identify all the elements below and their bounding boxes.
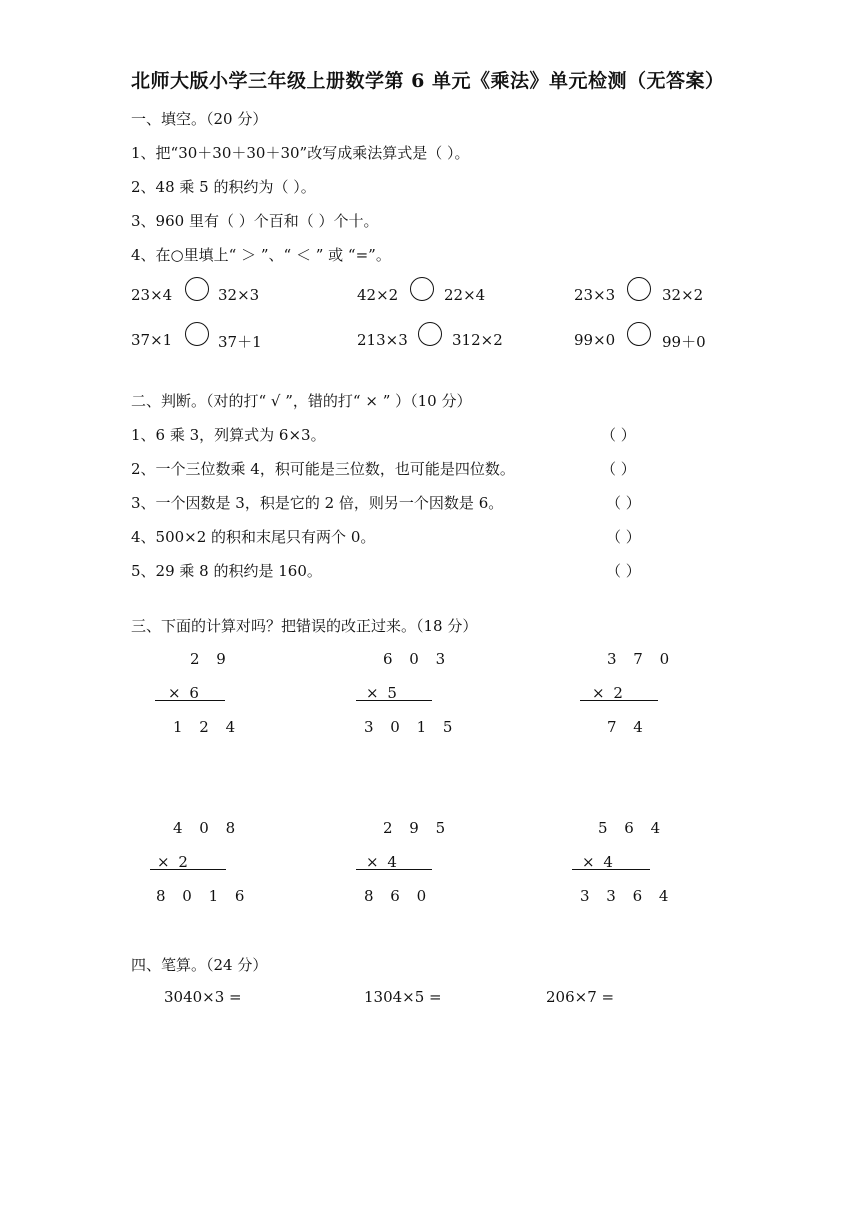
section4-heading: 四、笔算。（24 分）	[131, 956, 268, 974]
calc-top: 2 9 5	[383, 819, 452, 837]
calc-underline	[572, 869, 650, 870]
calc-multiplier: × 6	[168, 684, 201, 702]
fill-question-2: 2、48 乘 5 的积约为（ ）。	[131, 178, 316, 196]
calc-result: 3 3 6 4	[580, 887, 675, 905]
calc-result: 8 0 1 6	[156, 887, 251, 905]
calc-top: 3 7 0	[607, 650, 676, 668]
calc-top: 5 6 4	[598, 819, 667, 837]
calc-underline	[155, 700, 225, 701]
compare-left: 37×1	[131, 331, 173, 349]
calc-underline	[356, 869, 432, 870]
compare-left: 23×4	[131, 286, 173, 304]
compare-right: 32×2	[662, 286, 704, 304]
judge-item: 2、一个三位数乘 4，积可能是三位数，也可能是四位数。	[131, 460, 515, 478]
calc-result: 7 4	[607, 718, 649, 736]
compare-circle[interactable]	[627, 322, 651, 346]
compare-right: 99＋0	[662, 333, 706, 351]
section1-heading: 一、填空。（20 分）	[131, 110, 268, 128]
written-calc-item: 3040×3 =	[164, 988, 242, 1006]
judge-answer-paren[interactable]: （ ）	[601, 460, 636, 478]
calc-multiplier: × 4	[582, 853, 615, 871]
calc-result: 1 2 4	[173, 718, 242, 736]
compare-left: 99×0	[574, 331, 616, 349]
calc-result: 3 0 1 5	[364, 718, 459, 736]
written-calc-item: 206×7 =	[546, 988, 615, 1006]
compare-left: 42×2	[357, 286, 399, 304]
judge-answer-paren[interactable]: （ ）	[601, 426, 636, 444]
written-calc-item: 1304×5 =	[364, 988, 442, 1006]
compare-circle[interactable]	[418, 322, 442, 346]
calc-underline	[580, 700, 658, 701]
calc-multiplier: × 2	[157, 853, 190, 871]
calc-top: 2 9	[190, 650, 232, 668]
section2-heading: 二、判断。（对的打“ √ ”，错的打“ × ” ）（10 分）	[131, 392, 472, 410]
compare-right: 37＋1	[218, 333, 262, 351]
judge-answer-paren[interactable]: （ ）	[606, 562, 641, 580]
compare-circle[interactable]	[185, 322, 209, 346]
calc-multiplier: × 5	[366, 684, 399, 702]
fill-question-4: 4、在○里填上“ ＞ ”、“ ＜ ” 或 “=”。	[131, 246, 391, 264]
compare-right: 22×4	[444, 286, 486, 304]
calc-underline	[150, 869, 226, 870]
compare-right: 32×3	[218, 286, 260, 304]
judge-answer-paren[interactable]: （ ）	[606, 494, 641, 512]
page-title: 北师大版小学三年级上册数学第 6 单元《乘法》单元检测（无答案）	[131, 70, 725, 92]
judge-answer-paren[interactable]: （ ）	[606, 528, 641, 546]
calc-multiplier: × 4	[366, 853, 399, 871]
fill-question-3: 3、960 里有（ ）个百和（ ）个十。	[131, 212, 379, 230]
calc-multiplier: × 2	[592, 684, 625, 702]
judge-item: 3、一个因数是 3，积是它的 2 倍，则另一个因数是 6。	[131, 494, 504, 512]
calc-top: 6 0 3	[383, 650, 452, 668]
compare-circle[interactable]	[627, 277, 651, 301]
compare-left: 213×3	[357, 331, 408, 349]
compare-circle[interactable]	[185, 277, 209, 301]
compare-circle[interactable]	[410, 277, 434, 301]
calc-underline	[356, 700, 432, 701]
compare-right: 312×2	[452, 331, 503, 349]
judge-item: 4、500×2 的积和末尾只有两个 0。	[131, 528, 376, 546]
section3-heading: 三、下面的计算对吗？把错误的改正过来。（18 分）	[131, 617, 478, 635]
calc-result: 8 6 0	[364, 887, 433, 905]
calc-top: 4 0 8	[173, 819, 242, 837]
judge-item: 5、29 乘 8 的积约是 160。	[131, 562, 322, 580]
judge-item: 1、6 乘 3，列算式为 6×3。	[131, 426, 326, 444]
compare-left: 23×3	[574, 286, 616, 304]
fill-question-1: 1、把“30＋30＋30＋30”改写成乘法算式是（ ）。	[131, 144, 470, 162]
